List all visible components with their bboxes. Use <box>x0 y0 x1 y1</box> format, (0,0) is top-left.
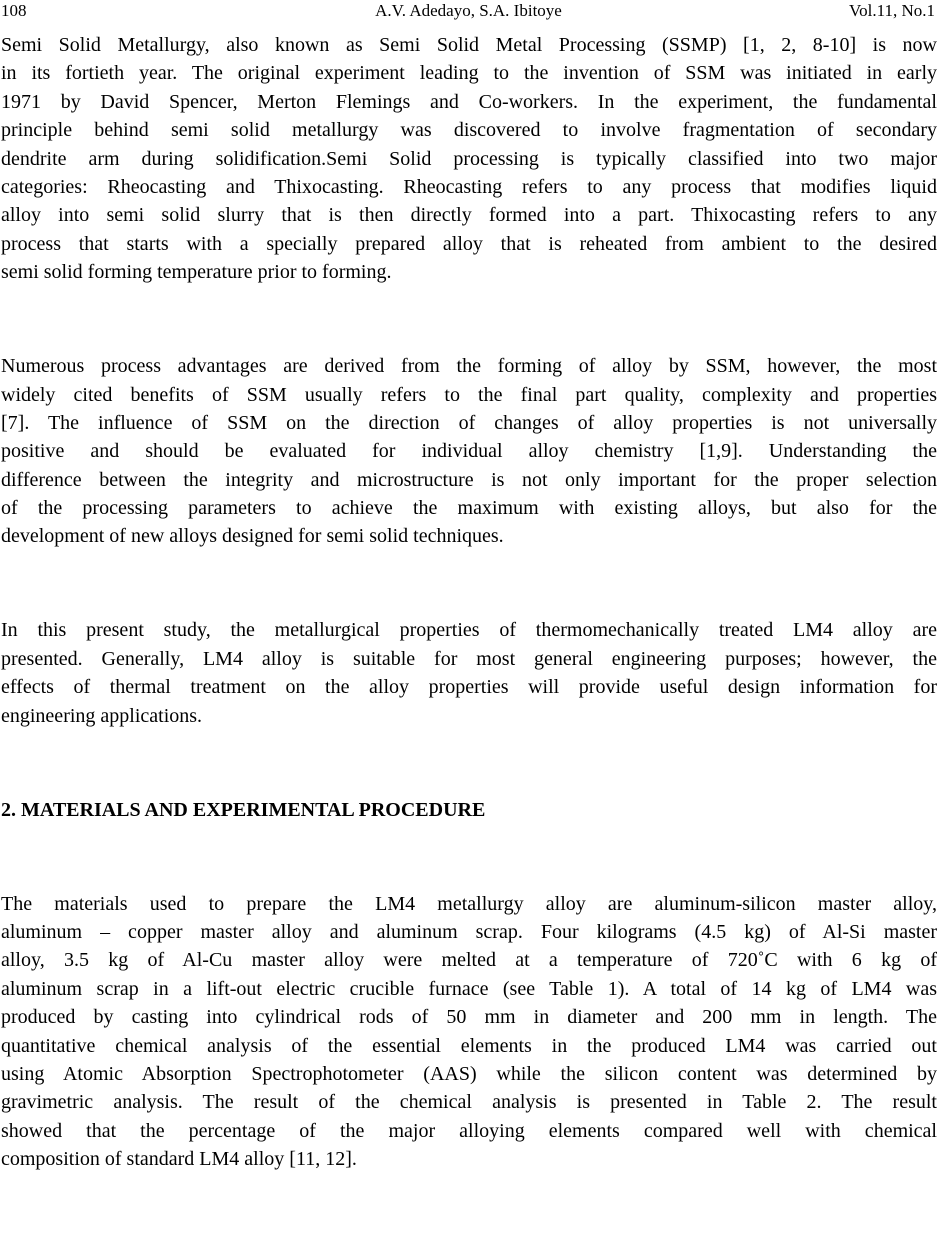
text-line: Numerous process advantages are derived from the forming of alloy by SSM, however, the most <box>1 355 937 378</box>
text-line: showed that the percentage of the major alloying elements compared well with chemical <box>1 1119 937 1142</box>
paragraph-study <box>1 616 937 730</box>
section-heading-text: 2. MATERIALS AND EXPERIMENTAL PROCEDURE <box>1 798 486 821</box>
paragraph-intro <box>1 31 937 287</box>
text-line: of the processing parameters to achieve the maximum with existing alloys, but also for the <box>1 497 937 520</box>
text-line: gravimetric analysis. The result of the chemical analysis is presented in Table 2. The result <box>1 1091 937 1114</box>
text-line: effects of thermal treatment on the alloy properties will provide useful design information for <box>1 676 937 699</box>
text-line: process that starts with a specially prepared alloy that is reheated from ambient to the desired <box>1 232 937 255</box>
text-line: using Atomic Absorption Spectrophotometer (AAS) while the silicon content was determined by <box>1 1062 937 1085</box>
text-line: positive and should be evaluated for individual alloy chemistry [1,9]. Understanding the <box>1 440 937 463</box>
paragraph-materials <box>1 890 937 1174</box>
volume-info: Vol.11, No.1 <box>849 1 935 20</box>
text-line: 1971 by David Spencer, Merton Flemings and Co-workers. In the experiment, the fundamental <box>1 90 937 113</box>
text-line: semi solid forming temperature prior to forming. <box>1 261 392 284</box>
paragraph-advantages <box>1 352 937 551</box>
text-line: composition of standard LM4 alloy [11, 12]. <box>1 1148 357 1171</box>
text-line: dendrite arm during solidification.Semi Solid processing is typically classified into two major <box>1 147 937 170</box>
text-line: categories: Rheocasting and Thixocasting. Rheocasting refers to any process that modifies liquid <box>1 175 937 198</box>
text-line: widely cited benefits of SSM usually refers to the final part quality, complexity and properties <box>1 383 937 406</box>
text-line: quantitative chemical analysis of the essential elements in the produced LM4 was carried out <box>1 1034 937 1057</box>
text-line: aluminum – copper master alloy and aluminum scrap. Four kilograms (4.5 kg) of Al-Si master <box>1 920 937 943</box>
text-line: The materials used to prepare the LM4 metallurgy alloy are aluminum-silicon master alloy, <box>1 892 937 915</box>
text-line: aluminum scrap in a lift-out electric crucible furnace (see Table 1). A total of 14 kg of LM4 was <box>1 977 937 1000</box>
page-body <box>1 31 937 1239</box>
running-header <box>0 0 937 22</box>
text-line: principle behind semi solid metallurgy was discovered to involve fragmentation of secondary <box>1 119 937 142</box>
text-line: in its fortieth year. The original experiment leading to the invention of SSM was initiated in early <box>1 62 937 85</box>
text-line: engineering applications. <box>1 704 203 727</box>
text-line: alloy, 3.5 kg of Al-Cu master alloy were melted at a temperature of 720˚C with 6 kg of <box>1 949 937 972</box>
page-number: 108 <box>1 1 27 20</box>
text-line: produced by casting into cylindrical rods of 50 mm in diameter and 200 mm in length. The <box>1 1006 937 1029</box>
text-line: difference between the integrity and microstructure is not only important for the proper selection <box>1 468 937 491</box>
text-line: presented. Generally, LM4 alloy is suitable for most general engineering purposes; however, the <box>1 647 937 670</box>
text-line: alloy into semi solid slurry that is then directly formed into a part. Thixocasting refers to any <box>1 204 937 227</box>
text-line: [7]. The influence of SSM on the direction of changes of alloy properties is not universally <box>1 411 937 434</box>
text-line: Semi Solid Metallurgy, also known as Semi Solid Metal Processing (SSMP) [1, 2, 8-10] is now <box>1 34 937 56</box>
text-line: development of new alloys designed for semi solid techniques. <box>1 525 504 548</box>
section-heading <box>1 796 937 824</box>
text-line: In this present study, the metallurgical properties of thermomechanically treated LM4 alloy are <box>1 619 937 642</box>
authors: A.V. Adedayo, S.A. Ibitoye <box>375 1 562 20</box>
